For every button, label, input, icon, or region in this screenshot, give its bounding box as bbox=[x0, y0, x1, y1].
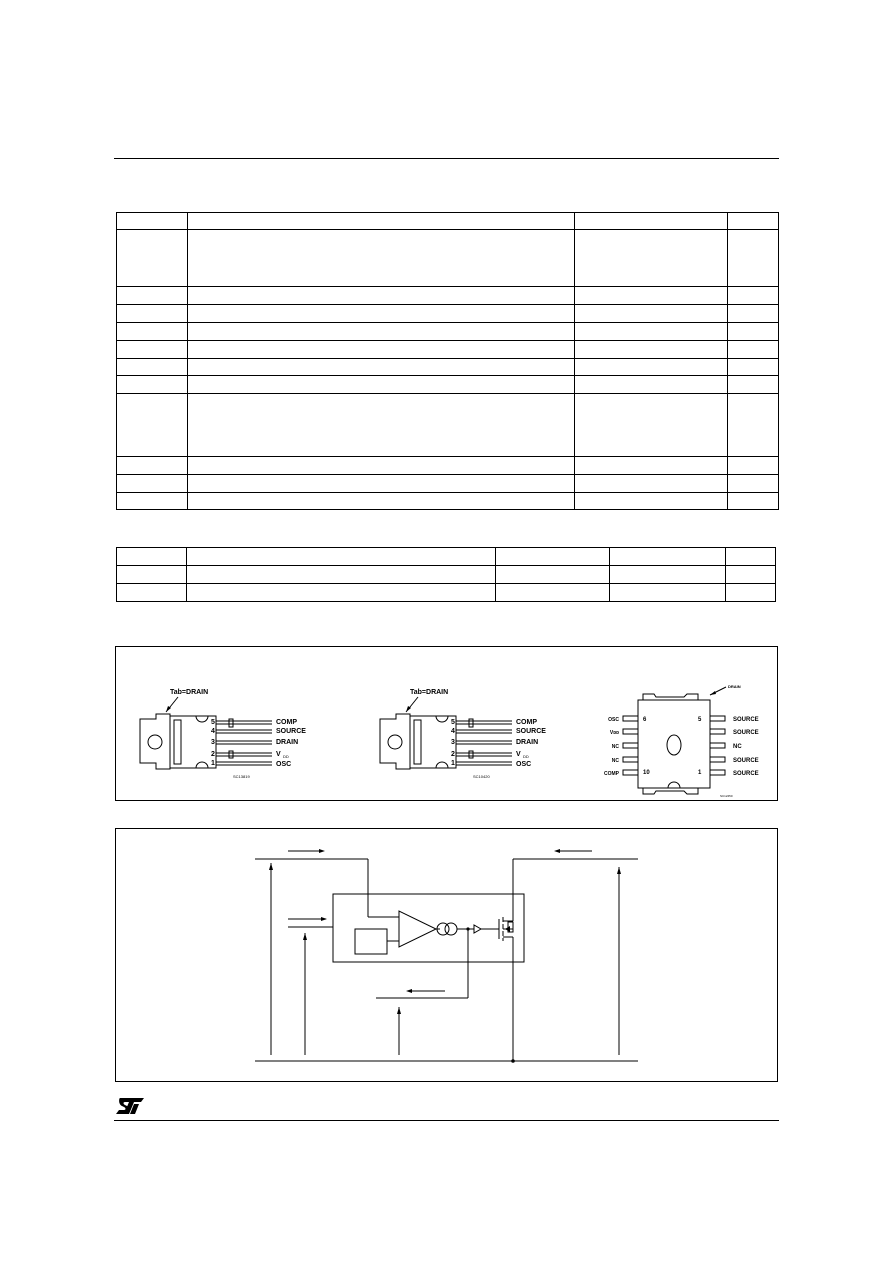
pin-number: 4 bbox=[211, 728, 215, 735]
tab-label: Tab=DRAIN bbox=[170, 689, 209, 696]
connection-diagram-svg bbox=[116, 647, 779, 802]
powerso10-package bbox=[604, 684, 759, 798]
pin-name: DRAIN bbox=[516, 739, 539, 746]
pin-name: NC bbox=[733, 744, 742, 750]
table-row bbox=[117, 341, 779, 359]
ratings-table bbox=[116, 212, 779, 510]
table-row bbox=[117, 323, 779, 341]
corner-number: 6 bbox=[643, 717, 647, 723]
pin-number: 1 bbox=[211, 760, 215, 767]
pin-number: 2 bbox=[451, 751, 455, 758]
pin-name: SOURCE bbox=[733, 758, 759, 764]
pin-name: SOURCE bbox=[733, 771, 759, 777]
figure-code: SC13819 bbox=[233, 774, 250, 779]
tab-label: DRAIN bbox=[728, 684, 741, 689]
pin-number: 2 bbox=[211, 751, 215, 758]
table-row bbox=[117, 287, 779, 305]
pin-name: V bbox=[276, 751, 281, 758]
table-row bbox=[117, 493, 779, 510]
pin-name: OSC bbox=[516, 761, 532, 768]
pentawatt-package-2 bbox=[380, 689, 546, 779]
table-row bbox=[117, 376, 779, 394]
pin-number: 5 bbox=[451, 719, 455, 726]
pin-name: SOURCE bbox=[733, 730, 759, 736]
pin-name-subscript: DD bbox=[283, 754, 289, 759]
table-row bbox=[117, 305, 779, 323]
block-diagram-panel bbox=[115, 828, 778, 1082]
pin-name: NC bbox=[611, 744, 619, 750]
pin-number: 1 bbox=[451, 760, 455, 767]
corner-number: 1 bbox=[698, 770, 702, 776]
figure-code: SC12450 bbox=[720, 794, 733, 798]
tab-label: Tab=DRAIN bbox=[410, 689, 449, 696]
header-rule bbox=[114, 158, 779, 159]
block-diagram-svg bbox=[116, 829, 779, 1083]
pin-name: NC bbox=[611, 758, 619, 764]
corner-number: 5 bbox=[698, 717, 702, 723]
table-row bbox=[117, 359, 779, 376]
pin-number: 3 bbox=[211, 739, 215, 746]
footer-rule bbox=[114, 1120, 779, 1121]
table-row bbox=[117, 584, 776, 602]
table-row bbox=[117, 457, 779, 475]
corner-number: 10 bbox=[643, 770, 650, 776]
table-row bbox=[117, 548, 776, 566]
pin-name: DRAIN bbox=[276, 739, 299, 746]
pin-name: OSC bbox=[608, 717, 619, 723]
pin-name: COMP bbox=[276, 719, 297, 726]
pin-name: OSC bbox=[276, 761, 292, 768]
table-row bbox=[117, 566, 776, 584]
figure-code: SC10420 bbox=[473, 774, 490, 779]
pin-name: SOURCE bbox=[733, 717, 759, 723]
pentawatt-package-1 bbox=[140, 689, 306, 779]
pin-name: COMP bbox=[604, 771, 619, 777]
connection-diagram-panel bbox=[115, 646, 778, 801]
table-row bbox=[117, 475, 779, 493]
pin-number: 5 bbox=[211, 719, 215, 726]
pin-name: SOURCE bbox=[516, 728, 546, 735]
pin-name: SOURCE bbox=[276, 728, 306, 735]
table-row bbox=[117, 394, 779, 457]
table-row bbox=[117, 213, 779, 230]
thermal-table bbox=[116, 547, 776, 602]
pin-number: 4 bbox=[451, 728, 455, 735]
pin-name: V bbox=[516, 751, 521, 758]
pin-name: Vᴅᴅ bbox=[609, 730, 619, 736]
pin-name-subscript: DD bbox=[523, 754, 529, 759]
table-row bbox=[117, 230, 779, 287]
st-logo-icon bbox=[114, 1096, 146, 1116]
pin-name: COMP bbox=[516, 719, 537, 726]
pin-number: 3 bbox=[451, 739, 455, 746]
